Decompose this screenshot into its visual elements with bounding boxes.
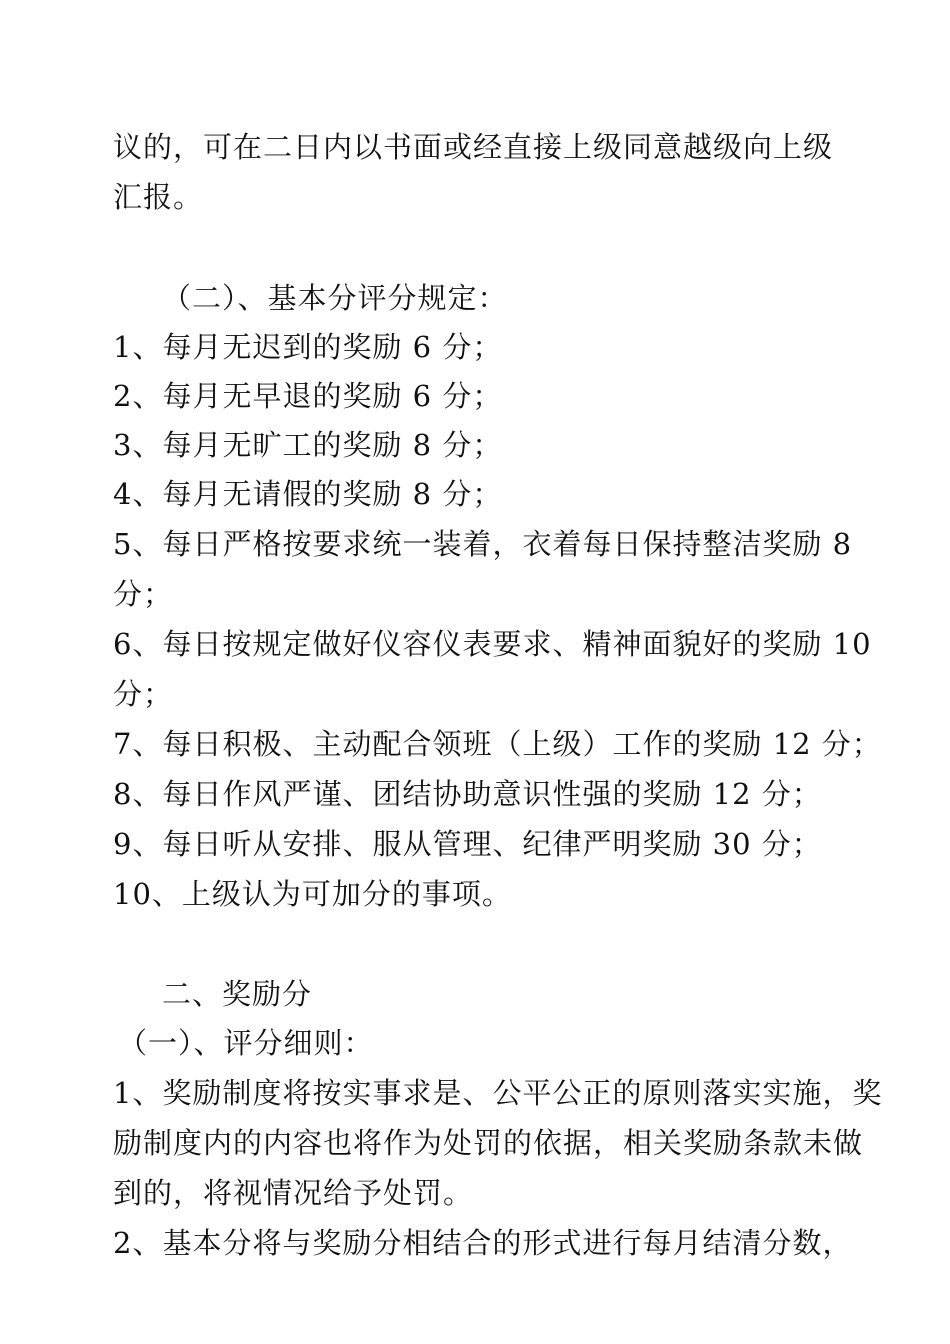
paragraph-line: 议的，可在二日内以书面或经直接上级同意越级向上级	[113, 130, 834, 164]
list-item-continuation: 分；	[113, 577, 174, 611]
paragraph-line: 励制度内的内容也将作为处罚的依据，相关奖励条款未做	[113, 1126, 864, 1160]
section-heading: （二）、基本分评分规定：	[162, 281, 508, 315]
list-item: 7、每日积极、主动配合领班（上级）工作的奖励 12 分；	[113, 727, 882, 761]
list-item: 8、每日作风严谨、团结协助意识性强的奖励 12 分；	[113, 777, 822, 811]
paragraph-line: 2、基本分将与奖励分相结合的形式进行每月结清分数，	[113, 1226, 853, 1260]
list-item: 2、每月无早退的奖励 6 分；	[113, 379, 503, 413]
list-item: 1、每月无迟到的奖励 6 分；	[113, 330, 503, 364]
list-item: 5、每日严格按要求统一装着，衣着每日保持整洁奖励 8	[113, 527, 853, 561]
list-item: 10、上级认为可加分的事项。	[113, 877, 512, 911]
subsection-heading: （一）、评分细则：	[118, 1026, 374, 1060]
list-item: 4、每月无请假的奖励 8 分；	[113, 477, 503, 511]
paragraph-line: 汇报。	[113, 180, 204, 214]
list-item: 6、每日按规定做好仪容仪表要求、精神面貌好的奖励 10	[113, 627, 872, 661]
list-item-continuation: 分；	[113, 677, 174, 711]
section-heading: 二、奖励分	[162, 977, 313, 1011]
paragraph-line: 1、奖励制度将按实事求是、公平公正的原则落实实施，奖	[113, 1076, 883, 1110]
list-item: 9、每日听从安排、服从管理、纪律严明奖励 30 分；	[113, 827, 822, 861]
paragraph-line: 到的，将视情况给予处罚。	[113, 1176, 474, 1210]
list-item: 3、每月无旷工的奖励 8 分；	[113, 428, 503, 462]
